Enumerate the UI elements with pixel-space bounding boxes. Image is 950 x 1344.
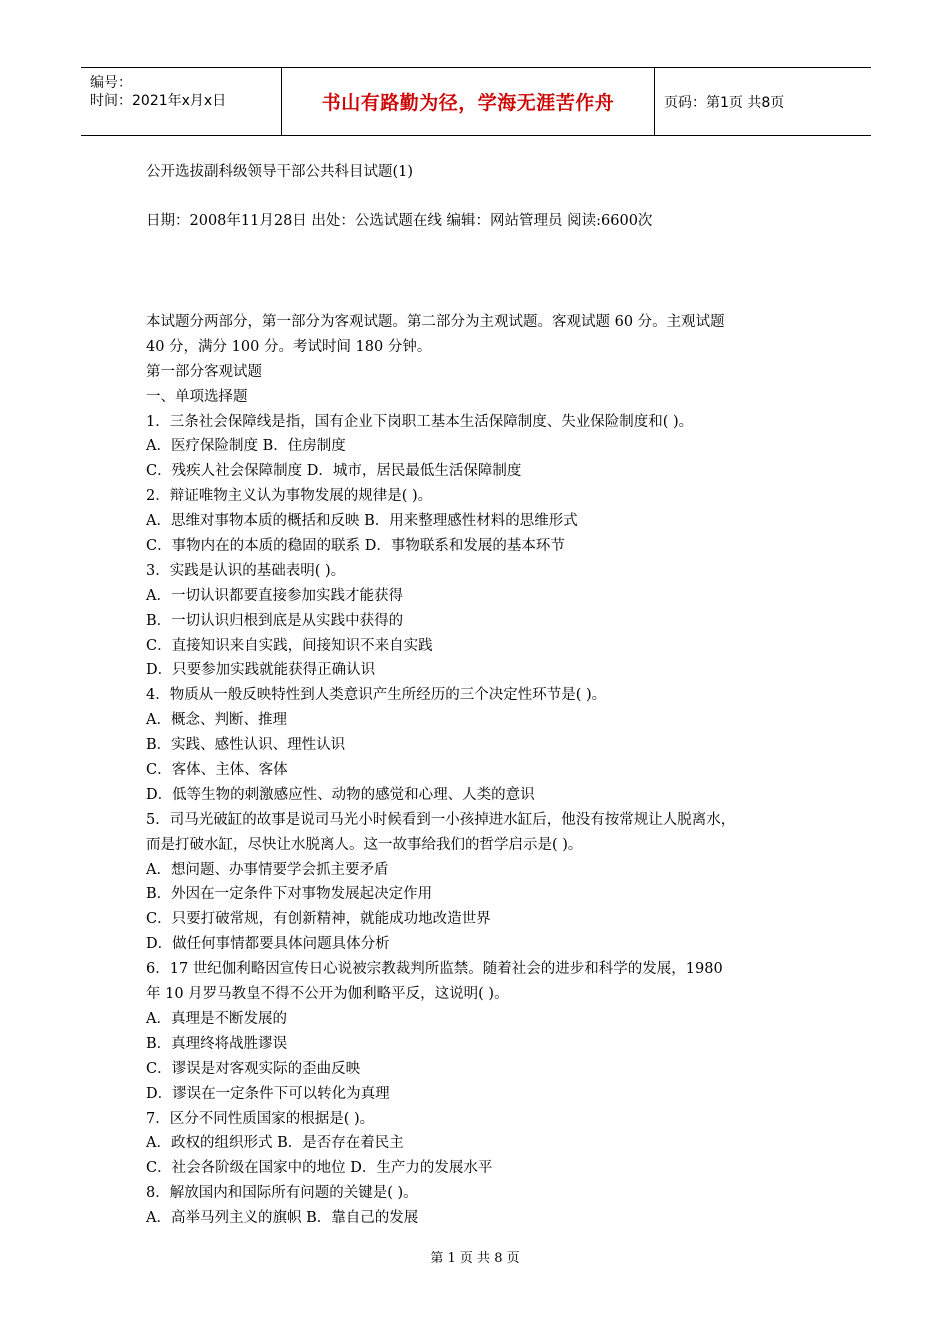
text-line: A．医疗保险制度 B．住房制度 [146, 438, 346, 455]
text-line: B．一切认识归根到底是从实践中获得的 [146, 612, 404, 629]
text-line: 3．实践是认识的基础表明( )。 [146, 562, 346, 579]
text-line: D．低等生物的刺激感应性、动物的感觉和心理、人类的意识 [146, 786, 535, 803]
text-line: D．只要参加实践就能获得正确认识 [146, 662, 376, 679]
text-line: 8．解放国内和国际所有问题的关键是( )。 [146, 1185, 418, 1202]
header-motto: 书山有路勤为径，学海无涯苦作舟 [282, 68, 655, 135]
text-line: A．高举马列主义的旗帜 B．靠自己的发展 [146, 1210, 419, 1227]
text-line: 1．三条社会保障线是指，国有企业下岗职工基本生活保障制度、失业保险制度和( )。 [146, 413, 694, 430]
text-line: 6．17 世纪伽利略因宣传日心说被宗教裁判所监禁。随着社会的进步和科学的发展，1980 [146, 961, 723, 978]
text-line: C．社会各阶级在国家中的地位 D．生产力的发展水平 [146, 1160, 493, 1177]
text-line: C．只要打破常规，有创新精神，就能成功地改造世界 [146, 911, 491, 928]
text-line: 而是打破水缸，尽快让水脱离人。这一故事给我们的哲学启示是( )。 [146, 836, 583, 853]
text-line: 本试题分两部分，第一部分为客观试题。第二部分为主观试题。客观试题 60 分。主观试题 [146, 314, 725, 330]
text-line: C．残疾人社会保障制度 D．城市，居民最低生活保障制度 [146, 463, 522, 480]
text-line: B．外因在一定条件下对事物发展起决定作用 [146, 886, 433, 903]
document-time-label: 时间：2021年x月x日 [90, 93, 227, 109]
text-line: D．做任何事情都要具体问题具体分析 [146, 936, 390, 953]
text-line: C．事物内在的本质的稳固的联系 D．事物联系和发展的基本环节 [146, 538, 565, 555]
header-info-cell [81, 68, 282, 135]
text-line: A．想问题、办事情要学会抓主要矛盾 [146, 861, 389, 878]
text-line: C．谬误是对客观实际的歪曲反映 [146, 1060, 361, 1077]
text-line: A．政权的组织形式 B．是否存在着民主 [146, 1135, 404, 1152]
text-line: A．思维对事物本质的概括和反映 B．用来整理感性材料的思维形式 [146, 513, 578, 530]
text-line: 5．司马光破缸的故事是说司马光小时候看到一小孩掉进水缸后，他没有按常规让人脱离水， [146, 811, 736, 828]
text-line: C．直接知识来自实践，间接知识不来自实践 [146, 637, 433, 654]
text-line: 第一部分客观试题 [146, 363, 262, 380]
text-line: D．谬误在一定条件下可以转化为真理 [146, 1085, 390, 1102]
page-header [81, 67, 871, 136]
text-line: C．客体、主体、客体 [146, 762, 288, 779]
document-number-label: 编号： [90, 75, 132, 91]
text-line: 7．区分不同性质国家的根据是( )。 [146, 1110, 375, 1127]
text-line: 年 10 月罗马教皇不得不公开为伽利略平反，这说明( )。 [146, 986, 509, 1003]
text-line: 一、单项选择题 [146, 388, 248, 405]
text-line: A．一切认识都要直接参加实践才能获得 [146, 587, 403, 604]
page-footer: 第 1 页 共 8 页 [430, 1251, 520, 1266]
text-line: A．真理是不断发展的 [146, 1010, 287, 1027]
text-line: A．概念、判断、推理 [146, 712, 287, 729]
text-line: 4．物质从一般反映特性到人类意识产生所经历的三个决定性环节是( )。 [146, 687, 607, 704]
text-line: B．真理终将战胜谬误 [146, 1035, 288, 1052]
header-page-info: 页码：第1页 共8页 [664, 94, 785, 111]
document-title: 公开选拔副科级领导干部公共科目试题(1) [146, 164, 414, 180]
text-line: 2．辩证唯物主义认为事物发展的规律是( )。 [146, 488, 433, 505]
text-line: 40 分，满分 100 分。考试时间 180 分钟。 [146, 338, 432, 355]
question-text [146, 310, 826, 1231]
document-meta: 日期：2008年11月28日 出处：公选试题在线 编辑：网站管理员 阅读:6600次 [146, 213, 653, 229]
text-line: B．实践、感性认识、理性认识 [146, 737, 346, 754]
